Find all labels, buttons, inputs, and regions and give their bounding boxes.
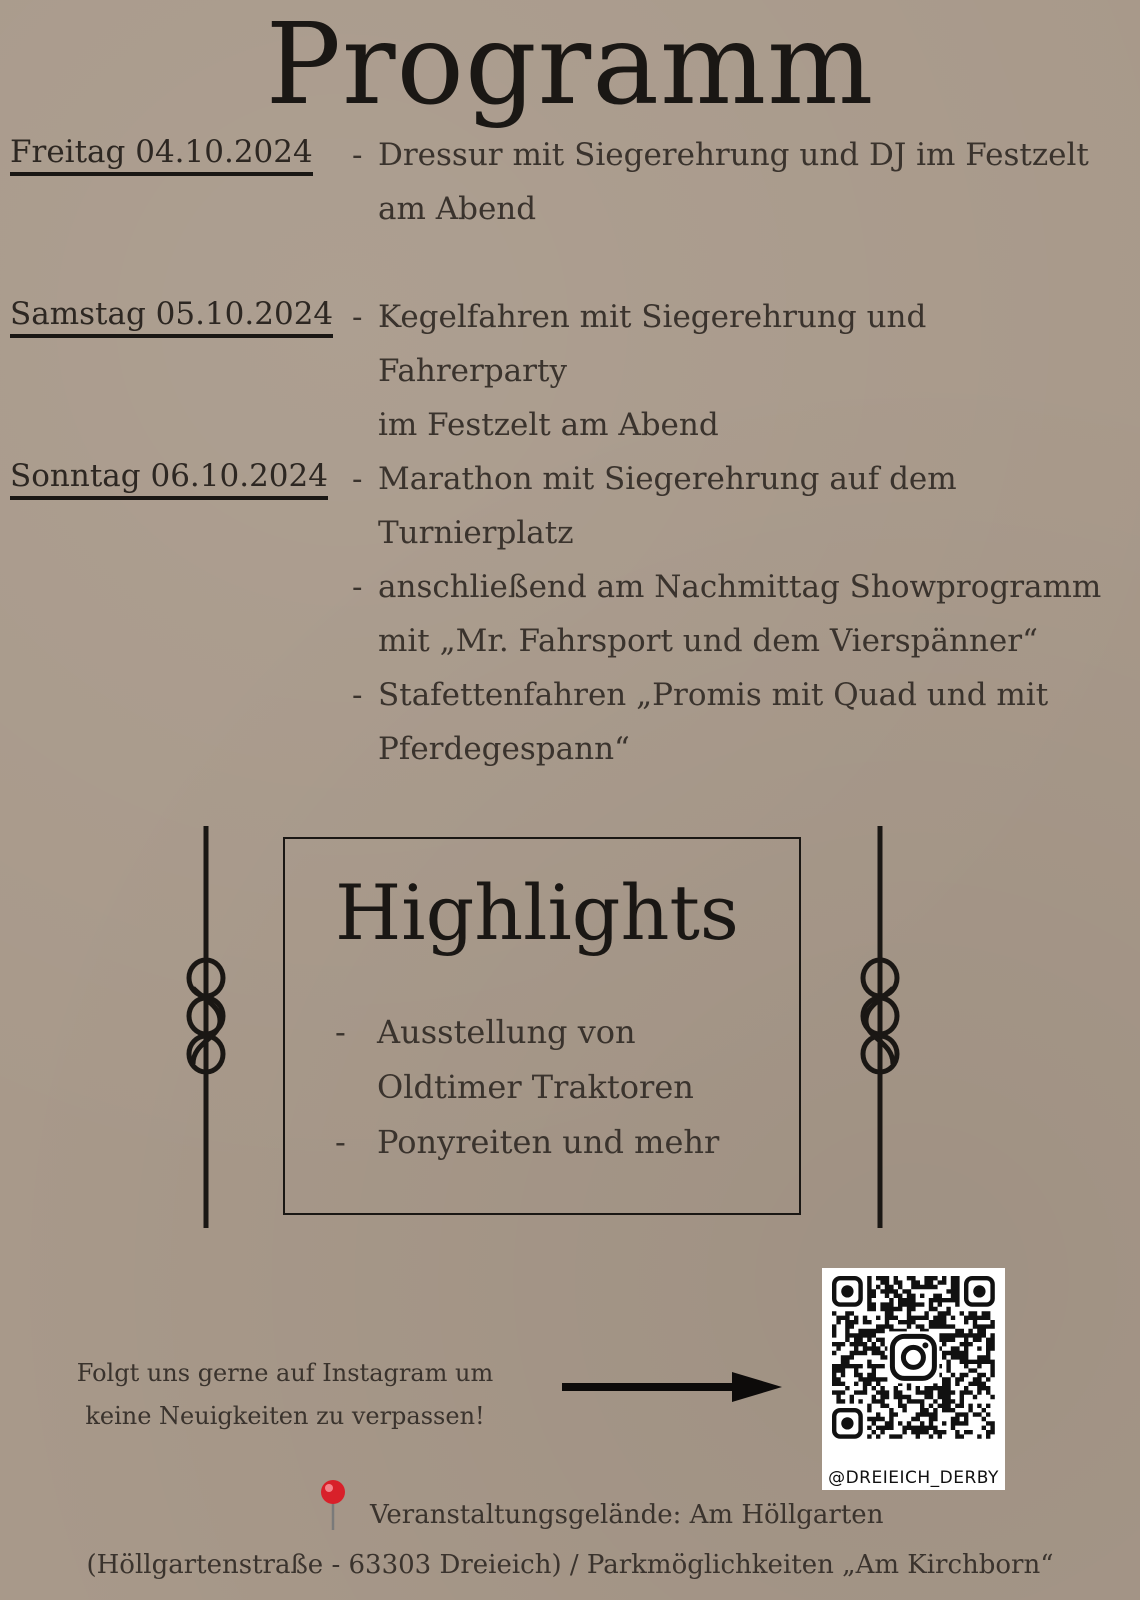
program-item-line: Kegelfahren mit Siegerehrung und Fahrerparty (378, 299, 927, 389)
highlight-item-line: Oldtimer Traktoren (377, 1068, 694, 1106)
highlight-item (335, 1005, 775, 1115)
program-item-line: im Festzelt am Abend (378, 407, 719, 443)
program-item-line: Stafettenfahren „Promis mit Quad und mit (378, 677, 1049, 713)
map-pin-icon (315, 1478, 351, 1530)
left-ornament-icon (176, 826, 236, 1228)
qr-code-icon (822, 1268, 1005, 1458)
address-text: (Höllgartenstraße - 63303 Dreieich) / Parkmöglichkeiten „Am Kirchborn“ (86, 1550, 1054, 1580)
program-item (352, 128, 1122, 236)
instagram-qr-code[interactable] (822, 1268, 1005, 1490)
highlight-item-line: Ausstellung von (377, 1013, 636, 1051)
list-dash: - (352, 137, 363, 173)
program-item-line: Dressur mit Siegerehrung und DJ im Festzelt (378, 137, 1089, 173)
program-item-line: mit „Mr. Fahrsport und dem Vierspänner“ (378, 623, 1038, 659)
program-item (352, 668, 1122, 776)
list-dash: - (335, 1123, 346, 1161)
follow-line: Folgt uns gerne auf Instagram um (76, 1359, 494, 1387)
highlights-title: Highlights (335, 868, 739, 957)
highlight-item (335, 1115, 775, 1170)
list-dash: - (352, 569, 363, 605)
arrow-right-icon (562, 1370, 782, 1404)
program-item-line: Pferdegespann“ (378, 731, 630, 767)
list-dash: - (352, 461, 363, 497)
program-item (352, 560, 1122, 668)
day-items-sunday (352, 452, 1122, 776)
day-items-friday (352, 128, 1122, 236)
list-dash: - (352, 299, 363, 335)
program-item-line: anschließend am Nachmittag Showprogramm (378, 569, 1102, 605)
day-items-saturday (352, 290, 1122, 452)
list-dash: - (335, 1013, 346, 1051)
program-item (352, 452, 1122, 560)
day-label-sunday: Sonntag 06.10.2024 (10, 456, 328, 500)
instagram-handle[interactable]: @DREIEICH_DERBY (828, 1468, 999, 1488)
page-title: Programm (265, 0, 875, 130)
program-item-line: am Abend (378, 191, 537, 227)
venue-text: Veranstaltungsgelände: Am Höllgarten (370, 1500, 884, 1530)
day-label-friday: Freitag 04.10.2024 (10, 132, 313, 176)
highlights-list (335, 1005, 775, 1170)
program-item-line: Marathon mit Siegerehrung auf dem (378, 461, 957, 497)
instagram-follow-text (40, 1352, 530, 1438)
highlight-item-line: Ponyreiten und mehr (377, 1123, 720, 1161)
right-ornament-icon (850, 826, 910, 1228)
day-label-saturday: Samstag 05.10.2024 (10, 294, 333, 338)
program-item (352, 290, 1122, 452)
program-item-line: Turnierplatz (378, 515, 574, 551)
list-dash: - (352, 677, 363, 713)
follow-line: keine Neuigkeiten zu verpassen! (85, 1402, 485, 1430)
